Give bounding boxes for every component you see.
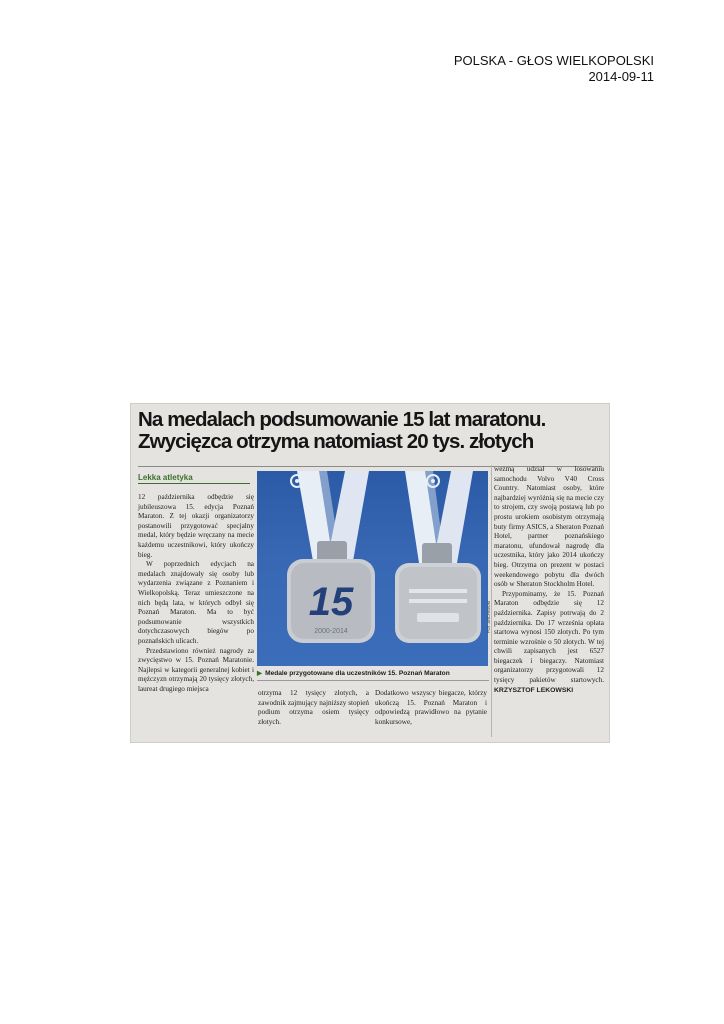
headline xyxy=(138,409,608,453)
paragraph xyxy=(494,590,604,696)
medal-illustration xyxy=(257,471,488,666)
medal-years: 2000-2014 xyxy=(314,628,348,635)
column-1 xyxy=(138,493,254,694)
headline-line-2: Zwycięzca otrzyma natomiast 20 tys. złotych xyxy=(138,430,534,453)
paragraph-text: Przypominamy, że 15. Poznań Maraton odbędzie się 12 października. Zapisy potrwają do 2 października. Do 17 września opłata startowa wynosi 150 złotych. Po tym terminie wzrośnie o 50 złotych. W tej chwili zapisanych jest 6527 biegaczek i biegaczy. Natomiast organizatorzy przygotowali 12 tysięcy pakietów startowych. xyxy=(494,589,604,685)
column-3 xyxy=(375,689,487,727)
medal-number: 15 xyxy=(308,580,354,624)
source-header: POLSKA - GŁOS WIELKOPOLSKI xyxy=(453,53,654,68)
press-clipping xyxy=(130,403,610,743)
caption-arrow-icon: ▶ xyxy=(257,670,263,677)
byline: KRZYSZTOF LEKOWSKI xyxy=(494,686,574,694)
paragraph: W poprzednich edycjach na medalach znajdowały się osoby lub wydarzenia związane z Poznaniem i Wielkopolską. Teraz umieszczone na nich będą lata, w których odbył się Poznań Maraton. Ma to być podsumowanie wszystkich dotychczasowych biegów po poznańskich ulicach. xyxy=(138,560,254,645)
date-header: 2014-09-11 xyxy=(588,69,654,84)
paragraph: Przedstawiono również nagrody za zwycięstwo w 15. Poznań Maratonie. Najlepsi w kategorii generalnej kobiet i mężczyzn otrzymają 20 tysięcy złotych, laureat drugiego miejsca xyxy=(138,646,254,693)
photo-credit: FOT. ARCHIWUM xyxy=(486,601,491,633)
paragraph: wezmą udział w losowaniu samochodu Volvo V40 Cross Country. Natomiast osoby, które najbardziej wyróżnią się na mecie czy to strojem, czy swoją postawą lub po prostu urokiem osobistym otrzymają buty firmy ASICS, a Sheraton Poznań Hotel, partner poznańskiego maratonu, ufundował nagrodę dla uczestnika, który jako 2014 ukończy bieg. Otrzyma on prezent w postaci weekendowego pobytu dla dwóch osób w Sheraton Stockholm Hotel. xyxy=(494,465,604,589)
paragraph: Dodatkowo wszyscy biegacze, którzy ukończą 15. Poznań Maraton i odpowiedzą prawidłowo na pytanie konkursowe, xyxy=(375,689,487,726)
paragraph: otrzyma 12 tysięcy złotych, a zawodnik zajmujący najniższy stopień podium otrzyma osiem tysięcy złotych. xyxy=(258,689,369,726)
column-divider xyxy=(491,465,492,737)
caption-rule xyxy=(257,680,489,681)
photo-caption xyxy=(257,669,489,677)
column-2 xyxy=(258,689,369,727)
paragraph: 12 października odbędzie się jubileuszowa 15. edycja Poznań Maraton. Z tej okazji organizatorzy postanowili przygotować specjalny medal, który będzie wręczany na mecie każdemu uczestnikowi, który ukończy bieg. xyxy=(138,493,254,559)
section-label: Lekka atletyka xyxy=(138,473,250,484)
left-medal xyxy=(287,471,375,643)
caption-text: Medale przygotowane dla uczestników 15. Poznań Maraton xyxy=(265,670,450,677)
column-4 xyxy=(494,465,604,695)
medal-photo xyxy=(257,471,488,666)
headline-line-1: Na medalach podsumowanie 15 lat maratonu. xyxy=(138,408,546,431)
right-medal xyxy=(395,471,481,643)
